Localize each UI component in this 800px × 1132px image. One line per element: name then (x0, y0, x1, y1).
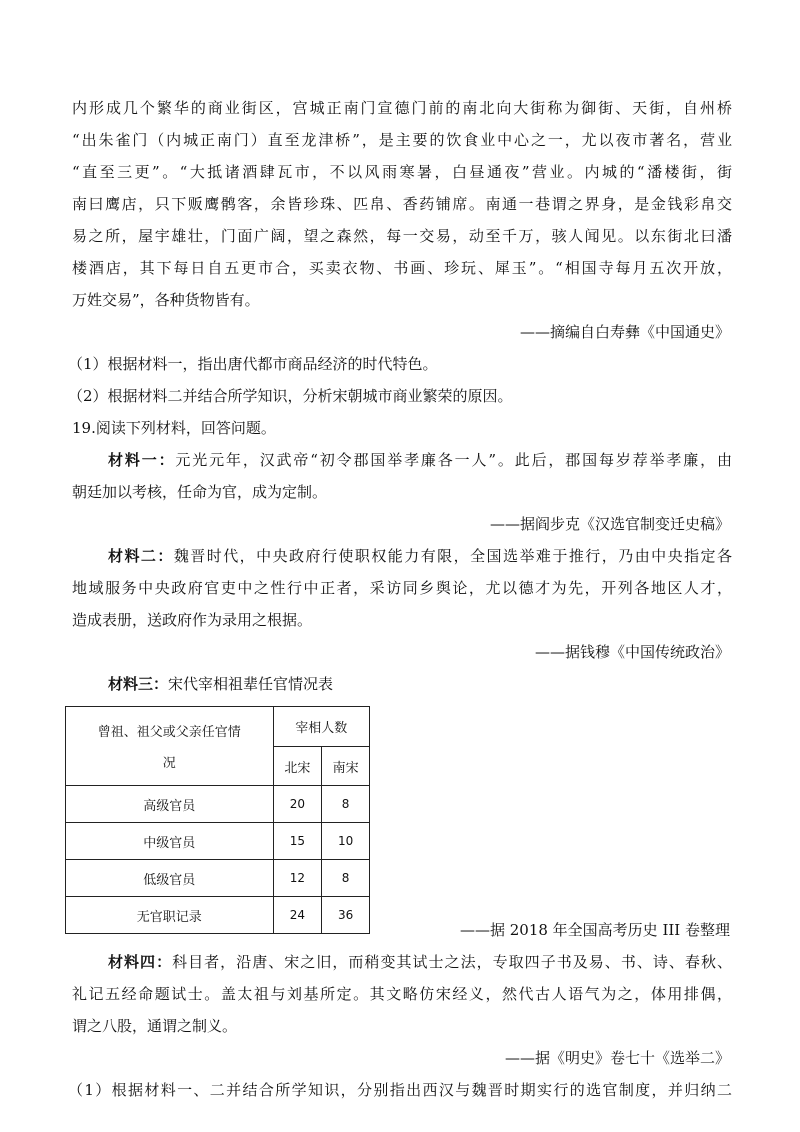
south-value: 8 (322, 860, 370, 897)
material-4-line: 礼记五经命题试士。盖太祖与刘基所定。其文略仿宋经义，然代古人语气为之，体用排偶， (72, 985, 732, 1003)
row-label: 中级官员 (66, 823, 274, 860)
header-left-line: 况 (162, 756, 176, 771)
material-label: 材料三： (108, 675, 169, 693)
material-text: 科目者，沿唐、宋之旧，而稍变其试士之法，专取四子书及易、书、诗、春秋、 (172, 953, 732, 971)
material-label: 材料二： (108, 547, 174, 565)
row-label: 低级官员 (66, 860, 274, 897)
material-text: 元光元年，汉武帝“初令郡国举孝廉各一人”。此后，郡国每岁荐举孝廉，由 (175, 451, 732, 469)
south-value: 10 (322, 823, 370, 860)
north-value: 20 (273, 786, 322, 823)
question-item: （1）根据材料一、二并结合所学知识，分别指出西汉与魏晋时期实行的选官制度，并归纳二 (68, 1081, 732, 1099)
material-text: 魏晋时代，中央政府行使职权能力有限，全国选举难于推行，乃由中央指定各 (173, 547, 732, 565)
source-citation: ——据阎步克《汉选官制变迁史稿》 (489, 515, 730, 533)
header-left-line: 曾祖、祖父或父亲任官情 (97, 725, 241, 740)
material-3-heading (108, 674, 333, 694)
source-citation: ——据钱穆《中国传统政治》 (534, 643, 730, 661)
material-1-line (108, 450, 732, 470)
south-value: 8 (322, 786, 370, 823)
north-value: 15 (273, 823, 322, 860)
source-citation: ——摘编自白寿彝《中国通史》 (519, 323, 730, 341)
source-citation: ——据 2018 年全国高考历史 III 卷整理 (459, 921, 730, 939)
material-2-line: 造成表册，送政府作为录用之根据。 (72, 611, 313, 629)
material-2-line: 地域服务中央政府官吏中之性行中正者，采访同乡舆论，尤以德才为先，开列各地区人才， (72, 579, 732, 597)
paragraph-line: 楼酒店，其下每日自五更市合，买卖衣物、书画、珍玩、犀玉”。“相国寺每月五次开放， (72, 259, 732, 277)
south-value: 36 (322, 897, 370, 934)
paragraph-line: 内形成几个繁华的商业街区，宫城正南门宣德门前的南北向大街称为御街、天街，自州桥 (72, 99, 732, 117)
table-header-south: 南宋 (322, 747, 370, 786)
row-label: 高级官员 (66, 786, 274, 823)
question-item: （2）根据材料二并结合所学知识，分析宋朝城市商业繁荣的原因。 (68, 387, 513, 405)
source-citation: ——据《明史》卷七十《选举二》 (504, 1049, 730, 1067)
table-header-north: 北宋 (273, 747, 322, 786)
paragraph-line: 易之所，屋宇雄壮，门面广阔，望之森然，每一交易，动至千万，骇人闻见。以东街北曰潘 (72, 227, 732, 245)
table-row (66, 897, 370, 934)
table-header-group: 宰相人数 (273, 707, 369, 747)
material-label: 材料四： (108, 953, 173, 971)
table-row (66, 786, 370, 823)
question-item: （1）根据材料一，指出唐代都市商品经济的时代特色。 (68, 355, 438, 373)
table-row (66, 860, 370, 897)
table-header-left (66, 707, 274, 786)
table-row (66, 823, 370, 860)
official-background-table (65, 706, 370, 934)
material-2-line (108, 546, 732, 566)
north-value: 24 (273, 897, 322, 934)
north-value: 12 (273, 860, 322, 897)
paragraph-line: “出朱雀门（内城正南门）直至龙津桥”，是主要的饮食业中心之一，尤以夜市著名，营业 (72, 131, 732, 149)
paragraph-line: 万姓交易”，各种货物皆有。 (72, 291, 260, 309)
table-title: 宋代宰相祖辈任官情况表 (168, 675, 334, 693)
row-label: 无官职记录 (66, 897, 274, 934)
material-4-line: 谓之八股，通谓之制义。 (72, 1017, 238, 1035)
material-4-line (108, 952, 732, 972)
material-label: 材料一： (108, 451, 176, 469)
material-1-line: 朝廷加以考核，任命为官，成为定制。 (72, 483, 328, 501)
paragraph-line: 南曰鹰店，只下贩鹰鹘客，余皆珍珠、匹帛、香药铺席。南通一巷谓之界身，是金钱彩帛交 (72, 195, 732, 213)
paragraph-line: “直至三更”。“大抵诸酒肆瓦市，不以风雨寒暑，白昼通夜”营业。内城的“潘楼街，街 (72, 163, 732, 181)
question-title: 19.阅读下列材料，回答问题。 (72, 419, 276, 437)
